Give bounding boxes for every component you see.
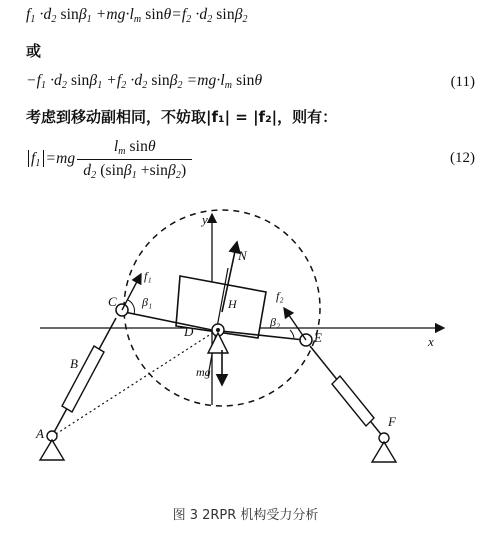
equation-11: $-f_1 \cdot d_2$ $\sin\beta_1 +f_2 \cdot d_2$ $\sin\beta_2 =mg\cdot l_m$ sinθ [26, 72, 263, 91]
leg-left-label: B [70, 356, 78, 371]
angle-beta1-arc [128, 300, 134, 314]
joint-A-label: A [36, 426, 44, 441]
force-f2-label: f₂ [276, 289, 284, 303]
centroid-label: H [228, 297, 237, 311]
leg-left-cylinder [62, 346, 104, 412]
y-axis-label: y [202, 212, 208, 227]
reasoning-sentence: 考虑到移动副相同，不妨取|f₁| = |f₂|，则有： [26, 108, 338, 126]
joint-E-label: E [314, 330, 322, 345]
equation-number-11: (11) [450, 74, 475, 90]
force-f1-label: f₁ [144, 269, 152, 283]
conjunction-or: 或 [26, 42, 42, 60]
figure-caption: 图 3 2RPR 机构受力分析 [172, 508, 319, 523]
angle-beta1-label: β₁ [142, 295, 153, 309]
equation-number-12: (12) [450, 150, 475, 166]
joint-C-label: C [108, 294, 117, 309]
joint-F-label: F [388, 414, 396, 429]
support-A [40, 440, 64, 460]
force-f2-arrow [284, 308, 306, 340]
equation-12: $f_1 =mg$ $\frac{l_m \sin\theta}{d_2 (\sin\beta_1 +\sin\beta_2)}$ [26, 138, 192, 181]
leg-right-cylinder [332, 376, 374, 426]
center-support [208, 333, 228, 353]
x-axis-label: x [428, 334, 434, 349]
point-D-label: D [184, 324, 194, 339]
support-F [372, 442, 396, 462]
gravity-label: mg [196, 365, 211, 379]
equation-1: $f_1 \cdot d_2$ $\sin\beta_1 +mg\cdot l_m$ $\sin\theta=f_2 \cdot d_2$ sinβ$_2$ [26, 6, 248, 25]
angle-beta2-label: β₂ [270, 315, 281, 329]
normal-force-label: N [238, 248, 247, 263]
angle-beta2-arc [290, 330, 294, 338]
mechanism-force-diagram [0, 200, 491, 500]
